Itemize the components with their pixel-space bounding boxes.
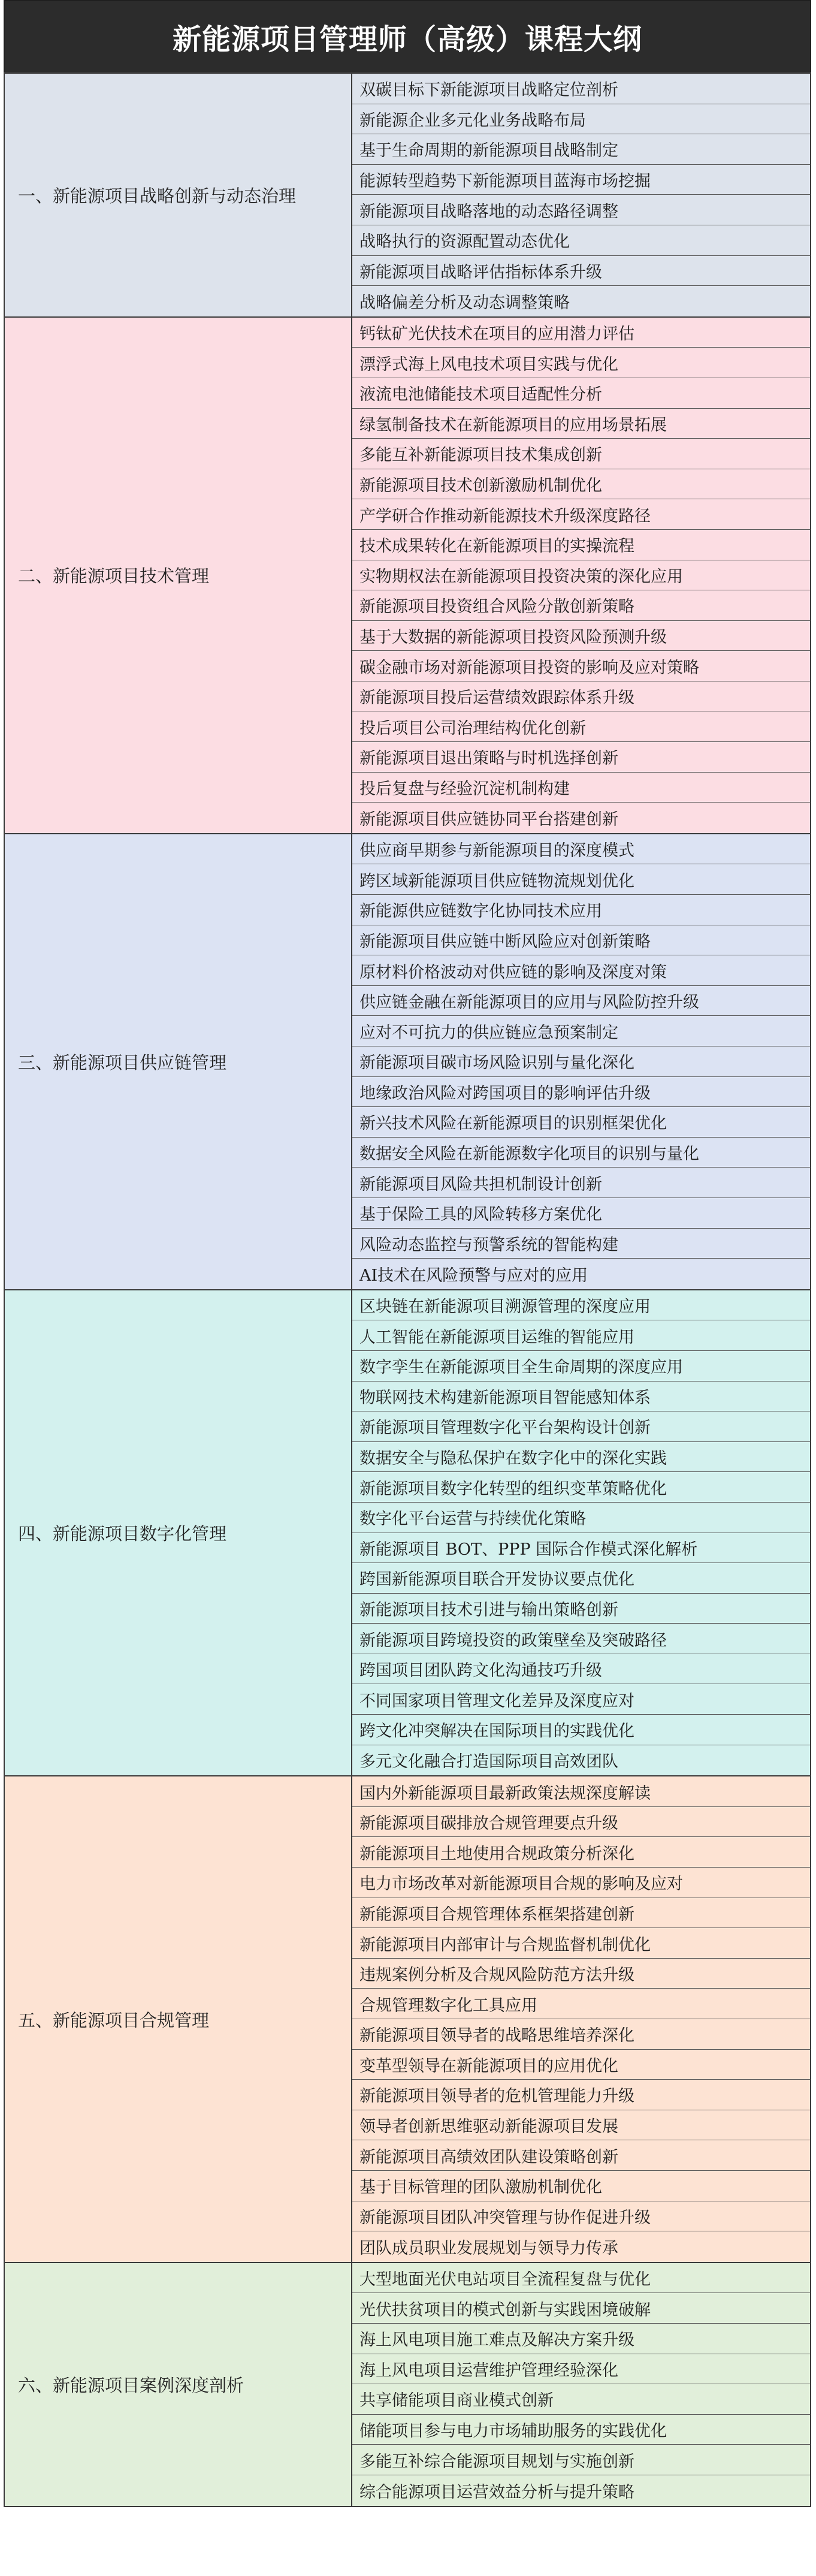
topic-item: 新能源项目碳市场风险识别与量化深化 — [352, 1046, 810, 1077]
topic-item: 新能源项目投资组合风险分散创新策略 — [352, 590, 810, 621]
topic-item: 战略偏差分析及动态调整策略 — [359, 293, 570, 312]
topic-item: 跨国新能源项目联合开发协议要点优化 — [352, 1563, 810, 1594]
topic-item: 人工智能在新能源项目运维的智能应用 — [352, 1320, 810, 1351]
topic-item: 海上风电项目施工难点及解决方案升级 — [352, 2324, 810, 2354]
topic-item: 风险动态监控与预警系统的智能构建 — [352, 1229, 810, 1259]
topic-item: 跨区域新能源项目供应链物流规划优化 — [352, 864, 810, 895]
topic-item: 共享储能项目商业模式创新 — [352, 2384, 810, 2415]
topic-item: 新能源项目战略落地的动态路径调整 — [352, 195, 810, 225]
outline-section — [5, 834, 810, 1290]
section-label: 一、新能源项目战略创新与动态治理 — [5, 74, 352, 316]
topic-item: AI技术在风险预警与应对的应用 — [359, 1266, 588, 1285]
section-label: 五、新能源项目合规管理 — [5, 1776, 352, 2262]
topic-item: 新能源项目供应链中断风险应对创新策略 — [352, 925, 810, 956]
topic-item: 区块链在新能源项目溯源管理的深度应用 — [352, 1290, 810, 1321]
section-label: 二、新能源项目技术管理 — [5, 318, 352, 833]
topic-item: 绿氢制备技术在新能源项目的应用场景拓展 — [352, 409, 810, 439]
outline-section — [5, 2263, 810, 2506]
section-items — [352, 2263, 810, 2506]
topic-item: 大型地面光伏电站项目全流程复盘与优化 — [352, 2263, 810, 2294]
topic-item: 储能项目参与电力市场辅助服务的实践优化 — [352, 2415, 810, 2445]
topic-item: 新能源项目技术引进与输出策略创新 — [352, 1594, 810, 1624]
topic-item: 新能源项目战略评估指标体系升级 — [352, 256, 810, 286]
topic-item: 新能源项目 BOT、PPP 国际合作模式深化解析 — [352, 1533, 810, 1564]
topic-item: 变革型领导在新能源项目的应用优化 — [352, 2050, 810, 2080]
topic-item: 国内外新能源项目最新政策法规深度解读 — [352, 1776, 810, 1807]
section-items — [352, 318, 810, 833]
topic-item: 新能源项目管理数字化平台架构设计创新 — [352, 1411, 810, 1442]
topic-item: 双碳目标下新能源项目战略定位剖析 — [352, 74, 810, 104]
topic-item: 团队成员职业发展规划与领导力传承 — [359, 2239, 618, 2258]
section-items — [352, 74, 810, 316]
topic-item: 跨国项目团队跨文化沟通技巧升级 — [352, 1654, 810, 1685]
section-items — [352, 1290, 810, 1776]
topic-item: 数字化平台运营与持续优化策略 — [352, 1503, 810, 1533]
topic-item: 投后项目公司治理结构优化创新 — [352, 711, 810, 742]
topic-item: 实物期权法在新能源项目投资决策的深化应用 — [352, 560, 810, 591]
topic-item: 产学研合作推动新能源技术升级深度路径 — [352, 499, 810, 530]
topic-item: 多能互补新能源项目技术集成创新 — [352, 439, 810, 469]
topic-item: 多元文化融合打造国际项目高效团队 — [359, 1752, 618, 1772]
topic-item: 液流电池储能技术项目适配性分析 — [352, 378, 810, 409]
topic-item: 综合能源项目运营效益分析与提升策略 — [359, 2483, 634, 2502]
topic-item: 新能源项目高绩效团队建设策略创新 — [352, 2140, 810, 2171]
topic-item: 新能源项目碳排放合规管理要点升级 — [352, 1807, 810, 1838]
topic-item: 新能源项目投后运营绩效跟踪体系升级 — [352, 681, 810, 712]
topic-item: 新能源项目跨境投资的政策壁垒及突破路径 — [352, 1624, 810, 1654]
topic-item: 供应链金融在新能源项目的应用与风险防控升级 — [352, 986, 810, 1016]
outline-section — [5, 1776, 810, 2263]
topic-item: 漂浮式海上风电技术项目实践与优化 — [352, 348, 810, 378]
section-label: 四、新能源项目数字化管理 — [5, 1290, 352, 1776]
topic-item: 新兴技术风险在新能源项目的识别框架优化 — [352, 1107, 810, 1138]
topic-item: 跨文化冲突解决在国际项目的实践优化 — [352, 1715, 810, 1745]
topic-item: 基于目标管理的团队激励机制优化 — [352, 2171, 810, 2201]
topic-item: 碳金融市场对新能源项目投资的影响及应对策略 — [352, 651, 810, 681]
topic-item: 原材料价格波动对供应链的影响及深度对策 — [352, 955, 810, 986]
topic-item: 应对不可抗力的供应链应急预案制定 — [352, 1016, 810, 1046]
topic-item: 新能源项目土地使用合规政策分析深化 — [352, 1837, 810, 1868]
topic-item: 投后复盘与经验沉淀机制构建 — [352, 773, 810, 803]
topic-item: 新能源项目数字化转型的组织变革策略优化 — [352, 1472, 810, 1503]
topic-item: 领导者创新思维驱动新能源项目发展 — [352, 2110, 810, 2141]
topic-item: 技术成果转化在新能源项目的实操流程 — [352, 530, 810, 560]
page-title: 新能源项目管理师（高级）课程大纲 — [4, 0, 811, 72]
topic-item: 新能源项目领导者的危机管理能力升级 — [352, 2080, 810, 2110]
topic-item: 违规案例分析及合规风险防范方法升级 — [352, 1959, 810, 1989]
topic-item: 电力市场改革对新能源项目合规的影响及应对 — [352, 1868, 810, 1898]
topic-item: 新能源项目团队冲突管理与协作促进升级 — [352, 2201, 810, 2232]
topic-item: 新能源项目供应链协同平台搭建创新 — [359, 810, 618, 829]
topic-item: 数据安全风险在新能源数字化项目的识别与量化 — [352, 1138, 810, 1168]
course-outline-page — [4, 0, 811, 2576]
topic-item: 基于大数据的新能源项目投资风险预测升级 — [352, 621, 810, 651]
topic-item: 新能源项目退出策略与时机选择创新 — [352, 742, 810, 773]
topic-item: 海上风电项目运营维护管理经验深化 — [352, 2354, 810, 2385]
topic-item: 基于保险工具的风险转移方案优化 — [352, 1198, 810, 1229]
topic-item: 不同国家项目管理文化差异及深度应对 — [352, 1684, 810, 1715]
section-items — [352, 834, 810, 1289]
outline-section — [5, 74, 810, 318]
outline-table — [4, 72, 811, 2507]
topic-item: 物联网技术构建新能源项目智能感知体系 — [352, 1381, 810, 1412]
topic-item: 新能源项目技术创新激励机制优化 — [352, 469, 810, 500]
section-label: 六、新能源项目案例深度剖析 — [5, 2263, 352, 2506]
topic-item: 地缘政治风险对跨国项目的影响评估升级 — [352, 1077, 810, 1108]
topic-item: 新能源项目合规管理体系框架搭建创新 — [352, 1898, 810, 1929]
topic-item: 新能源项目领导者的战略思维培养深化 — [352, 2019, 810, 2050]
topic-item: 数字孪生在新能源项目全生命周期的深度应用 — [352, 1351, 810, 1381]
topic-item: 战略执行的资源配置动态优化 — [352, 225, 810, 256]
topic-item: 基于生命周期的新能源项目战略制定 — [352, 134, 810, 165]
topic-item: 新能源项目内部审计与合规监督机制优化 — [352, 1928, 810, 1959]
topic-item: 新能源供应链数字化协同技术应用 — [352, 895, 810, 925]
topic-item: 多能互补综合能源项目规划与实施创新 — [352, 2445, 810, 2475]
topic-item: 数据安全与隐私保护在数字化中的深化实践 — [352, 1442, 810, 1473]
section-items — [352, 1776, 810, 2262]
topic-item: 新能源项目风险共担机制设计创新 — [352, 1168, 810, 1198]
topic-item: 光伏扶贫项目的模式创新与实践困境破解 — [352, 2293, 810, 2324]
section-label: 三、新能源项目供应链管理 — [5, 834, 352, 1289]
topic-item: 能源转型趋势下新能源项目蓝海市场挖掘 — [352, 165, 810, 195]
topic-item: 供应商早期参与新能源项目的深度模式 — [352, 834, 810, 865]
outline-section — [5, 1290, 810, 1777]
topic-item: 新能源企业多元化业务战略布局 — [352, 104, 810, 135]
topic-item: 钙钛矿光伏技术在项目的应用潜力评估 — [352, 318, 810, 348]
topic-item: 合规管理数字化工具应用 — [352, 1989, 810, 2019]
outline-section — [5, 318, 810, 834]
